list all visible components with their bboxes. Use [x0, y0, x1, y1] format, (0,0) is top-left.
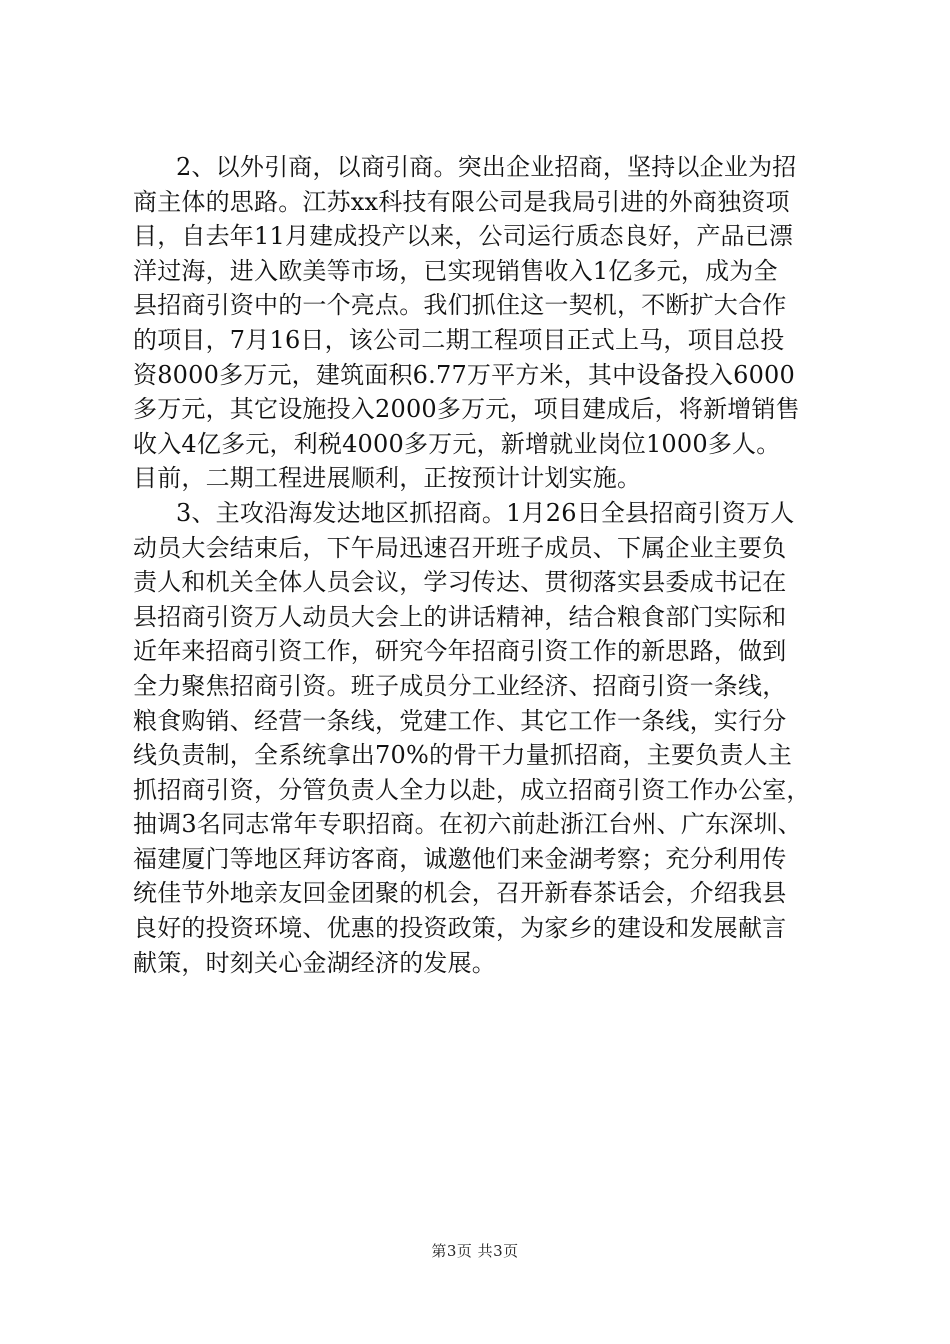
paragraph-line: 目前，二期工程进展顺利，正按预计计划实施。 [133, 464, 642, 493]
paragraph-line: 良好的投资环境、优惠的投资政策，为家乡的建设和发展献言 [133, 914, 787, 943]
paragraph-line: 动员大会结束后，下午局迅速召开班子成员、下属企业主要负 [133, 533, 787, 562]
paragraph-line: 近年来招商引资工作，研究今年招商引资工作的新思路，做到 [133, 637, 787, 666]
paragraph-line: 县招商引资万人动员大会上的讲话精神，结合粮食部门实际和 [133, 602, 787, 631]
paragraph-line: 商主体的思路。江苏xx科技有限公司是我局引进的外商独资项 [133, 187, 790, 216]
paragraph-line: 献策，时刻关心金湖经济的发展。 [133, 948, 496, 977]
paragraph-line: 抽调3名同志常年专职招商。在初六前赴浙江台州、广东深圳、 [133, 810, 802, 839]
body-text [133, 150, 833, 980]
paragraph-line: 洋过海，进入欧美等市场，已实现销售收入1亿多元，成为全 [133, 256, 778, 285]
paragraph-line: 资8000多万元，建筑面积6.77万平方米，其中设备投入6000 [133, 360, 795, 389]
paragraph-line: 线负责制，全系统拿出70%的骨干力量抓招商，主要负责人主 [133, 741, 792, 770]
paragraph-line: 2、以外引商，以商引商。突出企业招商，坚持以企业为招 [176, 153, 797, 181]
paragraph-line: 全力聚焦招商引资。班子成员分工业经济、招商引资一条线， [133, 671, 787, 700]
paragraph-line: 粮食购销、经营一条线，党建工作、其它工作一条线，实行分 [133, 706, 787, 735]
paragraph-line: 县招商引资中的一个亮点。我们抓住这一契机，不断扩大合作 [133, 291, 787, 320]
paragraph-line: 的项目，7月16日，该公司二期工程项目正式上马，项目总投 [133, 325, 785, 354]
paragraph-line: 统佳节外地亲友回金团聚的机会，召开新春茶话会，介绍我县 [133, 879, 787, 908]
paragraph-line: 福建厦门等地区拜访客商，诚邀他们来金湖考察；充分利用传 [133, 844, 787, 873]
paragraph-line: 目，自去年11月建成投产以来，公司运行质态良好，产品已漂 [133, 222, 794, 251]
paragraph-3 [133, 496, 833, 980]
paragraph-line: 多万元，其它设施投入2000多万元，项目建成后，将新增销售 [133, 395, 800, 424]
paragraph-line: 抓招商引资，分管负责人全力以赴，成立招商引资工作办公室， [133, 775, 811, 804]
paragraph-line: 责人和机关全体人员会议，学习传达、贯彻落实县委成书记在 [133, 568, 787, 597]
page-number-footer: 第3页 共3页 [431, 1242, 519, 1260]
paragraph-line: 3、主攻沿海发达地区抓招商。1月26日全县招商引资万人 [176, 498, 795, 527]
paragraph-2 [133, 150, 833, 496]
paragraph-line: 收入4亿多元，利税4000多万元，新增就业岗位1000多人。 [133, 429, 781, 458]
